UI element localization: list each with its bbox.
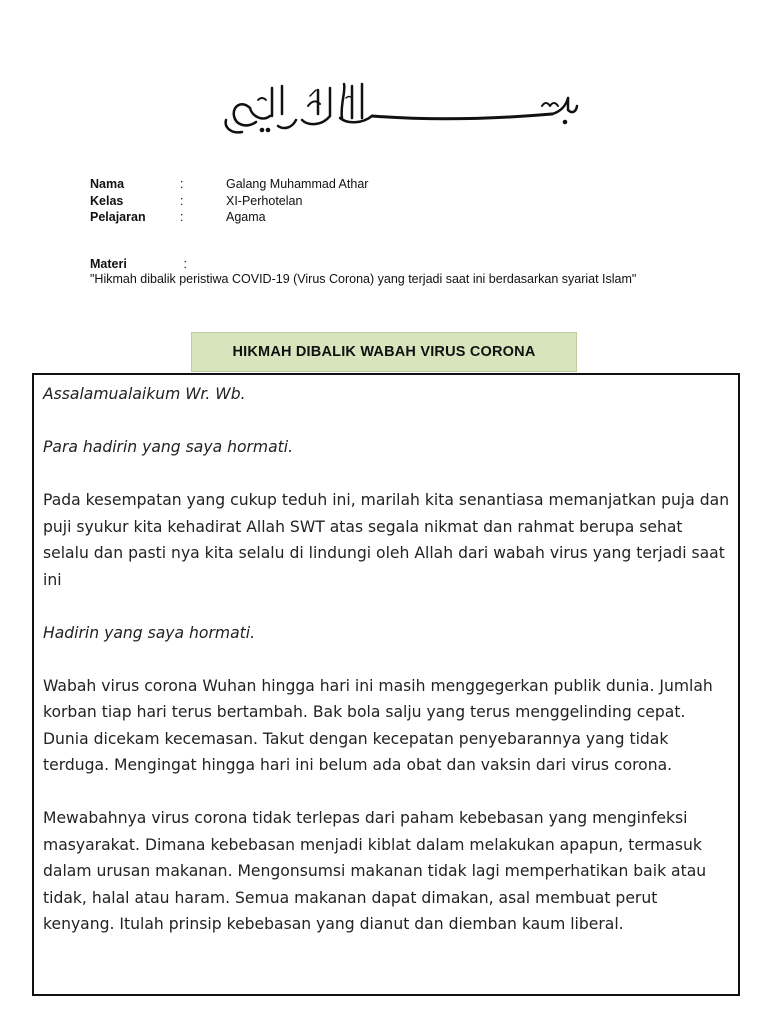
info-colon: :: [180, 210, 184, 224]
info-label: Pelajaran: [90, 210, 146, 224]
info-label: Nama: [90, 177, 125, 191]
bismillah-calligraphy: [222, 76, 582, 138]
info-row-kelas: [90, 193, 368, 210]
info-row-pelajaran: [90, 209, 368, 226]
materi-block: [90, 257, 680, 287]
paragraph: Mewabahnya virus corona tidak terlepas dari paham kebebasan yang menginfeksi masyarakat. Dimana kebebasan menjadi kiblat dalam melakukan apapun, termasuk dalam urusan makanan. Mengonsumsi makanan tidak lagi memperhatikan baik atau tidak, halal atau haram. Semua makanan dapat dimakan, asal membuat perut kenyang. Itulah prinsip kebebasan yang dianut dan diemban kaum liberal.: [43, 809, 707, 933]
info-value: Galang Muhammad Athar: [226, 177, 369, 191]
info-row-nama: [90, 176, 368, 193]
salutation: Hadirin yang saya hormati.: [43, 623, 256, 642]
student-info: [90, 176, 368, 226]
info-value: Agama: [226, 210, 266, 224]
info-colon: :: [180, 177, 184, 191]
paragraph: Pada kesempatan yang cukup teduh ini, marilah kita senantiasa memanjatkan puja dan puji syukur kita kehadirat Allah SWT atas segala nikmat dan rahmat berupa sehat selalu dan pasti nya kita selalu di lindungi oleh Allah dari wabah virus yang terjadi saat ini: [43, 491, 730, 589]
speech-content: [32, 373, 740, 996]
materi-text: "Hikmah dibalik peristiwa COVID-19 (Virus Corona) yang terjadi saat ini berdasarkan syariat Islam": [90, 272, 637, 286]
paragraph: Wabah virus corona Wuhan hingga hari ini masih menggegerkan publik dunia. Jumlah korban tiap hari terus bertambah. Bak bola salju yang terus menggelinding cepat. Dunia dicekam kecemasan. Takut dengan kecepatan penyebarannya yang tidak terduga. Mengingat hingga hari ini belum ada obat dan vaksin dari virus corona.: [43, 676, 713, 774]
speech-title: HIKMAH DIBALIK WABAH VIRUS CORONA: [191, 332, 577, 372]
greeting: Assalamualaikum Wr. Wb.: [43, 385, 246, 403]
materi-colon: :: [183, 257, 187, 271]
info-value: XI-Perhotelan: [226, 193, 303, 208]
info-colon: :: [180, 193, 184, 208]
materi-label: Materi: [90, 257, 127, 271]
salutation: Para hadirin yang saya hormati.: [43, 438, 294, 456]
info-label: Kelas: [90, 193, 124, 208]
